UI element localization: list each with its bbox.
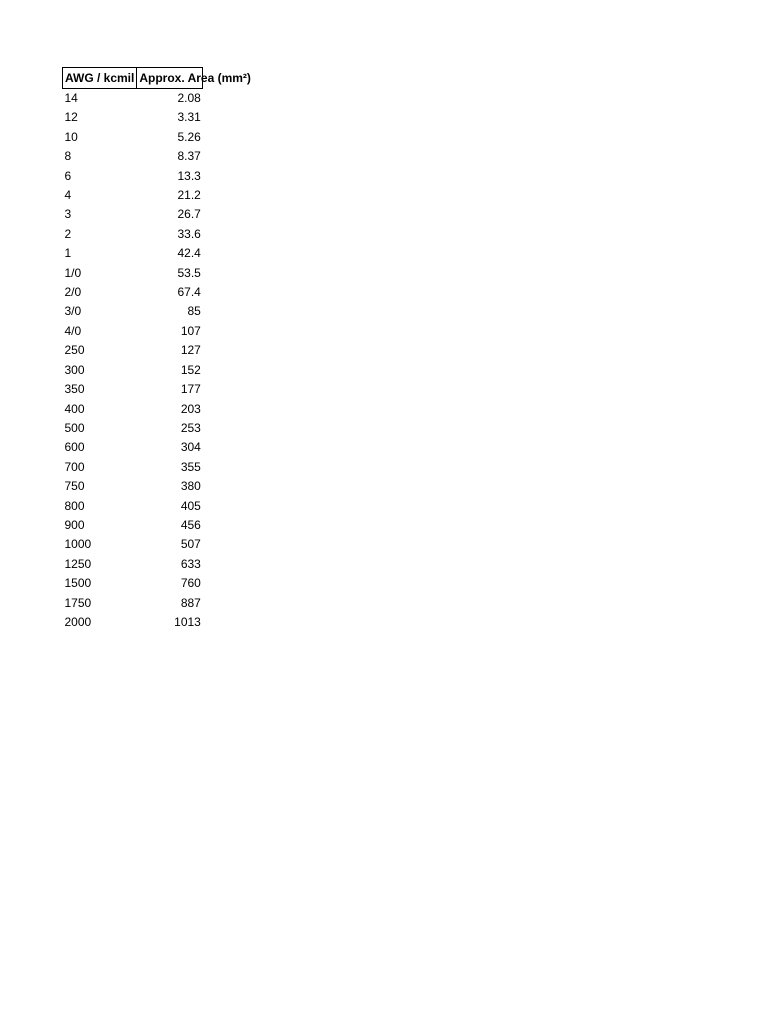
cell-gauge[interactable]: 4 [64, 188, 72, 203]
cell-area[interactable]: 304 [180, 440, 201, 455]
cell-gauge[interactable]: 700 [64, 459, 85, 474]
cell-area[interactable]: 3.31 [177, 110, 201, 125]
cell-gauge[interactable]: 250 [64, 343, 85, 358]
cell-gauge[interactable]: 14 [64, 91, 78, 105]
cell-gauge[interactable]: 3/0 [64, 304, 82, 319]
cell-area[interactable]: 380 [180, 479, 201, 494]
table-row [63, 322, 203, 341]
cell-area[interactable]: 67.4 [177, 285, 201, 300]
cell-gauge[interactable]: 600 [64, 440, 85, 455]
cell-gauge[interactable]: 1/0 [64, 265, 82, 280]
cell-gauge[interactable]: 1000 [64, 537, 92, 552]
cell-gauge[interactable]: 8 [64, 149, 72, 164]
cell-area[interactable]: 33.6 [177, 226, 201, 241]
cell-gauge[interactable]: 1500 [64, 576, 92, 591]
header-gauge[interactable] [63, 68, 137, 89]
table-row [63, 244, 203, 263]
cell-gauge[interactable]: 6 [64, 168, 72, 183]
cell-gauge[interactable]: 900 [64, 517, 85, 532]
table-row [63, 438, 203, 457]
cell-gauge[interactable]: 10 [64, 129, 78, 144]
cell-area[interactable]: 8.37 [177, 149, 201, 164]
cell-gauge[interactable]: 800 [64, 498, 85, 513]
cell-gauge[interactable]: 3 [64, 207, 72, 222]
cell-area[interactable]: 2.08 [177, 91, 201, 105]
table-row [63, 555, 203, 574]
table-row [63, 264, 203, 283]
table-row [63, 341, 203, 360]
cell-gauge[interactable]: 1 [64, 246, 72, 261]
cell-area[interactable]: 5.26 [177, 129, 201, 144]
header-area-label: Approx. Area (mm²) [139, 71, 251, 85]
cell-area[interactable]: 85 [187, 304, 201, 319]
table-row [63, 108, 203, 127]
cell-gauge[interactable]: 1750 [64, 595, 92, 610]
table-row [63, 225, 203, 244]
table-header-row [63, 68, 203, 89]
table-row [63, 477, 203, 496]
cell-area[interactable]: 633 [180, 556, 201, 571]
table-body [63, 89, 203, 633]
cell-area[interactable]: 355 [180, 459, 201, 474]
cell-area[interactable]: 26.7 [177, 207, 201, 222]
cell-area[interactable]: 456 [180, 517, 201, 532]
table-row [63, 361, 203, 380]
cell-area[interactable]: 42.4 [177, 246, 201, 261]
cell-gauge[interactable]: 2 [64, 226, 72, 241]
cell-gauge[interactable]: 4/0 [64, 323, 82, 338]
table-row [63, 516, 203, 535]
cell-area[interactable]: 53.5 [177, 265, 201, 280]
cell-area[interactable]: 203 [180, 401, 201, 416]
table-row [63, 302, 203, 321]
cell-area[interactable]: 152 [180, 362, 201, 377]
cell-area[interactable]: 887 [180, 595, 201, 610]
cell-gauge[interactable]: 300 [64, 362, 85, 377]
cell-gauge[interactable]: 400 [64, 401, 85, 416]
table-row [63, 535, 203, 554]
cell-gauge[interactable]: 350 [64, 382, 85, 397]
table-row [63, 594, 203, 613]
header-area[interactable] [137, 68, 251, 89]
table-row [63, 147, 203, 166]
cell-area[interactable]: 760 [180, 576, 201, 591]
table-row [63, 89, 203, 109]
table-row [63, 380, 203, 399]
cell-gauge[interactable]: 2/0 [64, 285, 82, 300]
table-row [63, 400, 203, 419]
table-row [63, 167, 203, 186]
table-row [63, 128, 203, 147]
cell-area[interactable]: 177 [180, 382, 201, 397]
table-row [63, 186, 203, 205]
cell-area[interactable]: 405 [180, 498, 201, 513]
table-row [63, 205, 203, 224]
cell-area[interactable]: 13.3 [177, 168, 201, 183]
table-row [63, 574, 203, 593]
wire-size-table [62, 67, 251, 632]
table-row [63, 283, 203, 302]
table-row [63, 458, 203, 477]
cell-area[interactable]: 1013 [174, 614, 201, 629]
cell-gauge[interactable]: 750 [64, 479, 85, 494]
cell-area[interactable]: 253 [180, 420, 201, 435]
cell-gauge[interactable]: 2000 [64, 614, 92, 629]
header-gauge-label: AWG / kcmil [65, 71, 135, 85]
cell-gauge[interactable]: 12 [64, 110, 78, 125]
cell-gauge[interactable]: 500 [64, 420, 85, 435]
cell-area[interactable]: 507 [180, 537, 201, 552]
cell-area[interactable]: 21.2 [177, 188, 201, 203]
table-row [63, 613, 203, 632]
cell-area[interactable]: 107 [180, 323, 201, 338]
wire-size-sheet [62, 67, 251, 632]
cell-gauge[interactable]: 1250 [64, 556, 92, 571]
table-row [63, 419, 203, 438]
cell-area[interactable]: 127 [180, 343, 201, 358]
table-row [63, 497, 203, 516]
